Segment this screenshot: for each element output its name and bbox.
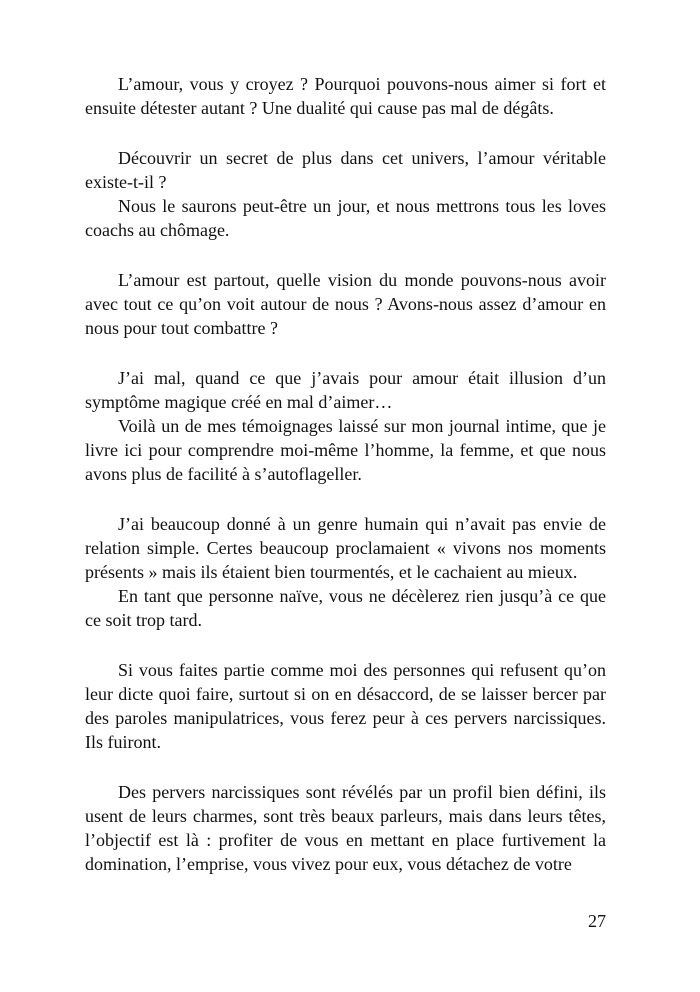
paragraph: Découvrir un secret de plus dans cet univers, l’amour véritable existe-t-il ? bbox=[85, 148, 606, 192]
paragraph: L’amour, vous y croyez ? Pourquoi pouvons-nous aimer si fort et ensuite détester autant ? Une dualité qui cause pas mal de dégâts. bbox=[85, 74, 606, 118]
paragraph: Si vous faites partie comme moi des personnes qui refusent qu’on leur dicte quoi faire, surtout si on en désaccord, de se laisser bercer par des paroles manipulatrices, vous ferez peur à ces pervers narcissiques. Ils fuiront. bbox=[85, 660, 606, 752]
page-number: 27 bbox=[588, 911, 606, 931]
paragraph: L’amour est partout, quelle vision du monde pouvons-nous avoir avec tout ce qu’on voit autour de nous ? Avons-nous assez d’amour en nous pour tout combattre ? bbox=[85, 270, 606, 338]
paragraph: Des pervers narcissiques sont révélés par un profil bien défini, ils usent de leurs charmes, sont très beaux parleurs, mais dans leurs têtes, l’objectif est là : profiter de vous en mettant en place furtivement la domination, l’emprise, vous vivez pour eux, vous détachez de votre bbox=[85, 782, 606, 874]
paragraph: Nous le saurons peut-être un jour, et nous mettrons tous les loves coachs au chômage. bbox=[85, 196, 606, 240]
paragraph: J’ai beaucoup donné à un genre humain qui n’avait pas envie de relation simple. Certes beaucoup proclamaient « vivons nos moments présents » mais ils étaient bien tourmentés, et le cachaient au mieux. bbox=[85, 514, 606, 582]
paragraph: J’ai mal, quand ce que j’avais pour amour était illusion d’un symptôme magique créé en mal d’aimer… bbox=[85, 368, 606, 412]
text-block bbox=[85, 72, 606, 876]
paragraph: Voilà un de mes témoignages laissé sur mon journal intime, que je livre ici pour comprendre moi-même l’homme, la femme, et que nous avons plus de facilité à s’autoflageller. bbox=[85, 416, 606, 484]
paragraph: En tant que personne naïve, vous ne décèlerez rien jusqu’à ce que ce soit trop tard. bbox=[85, 586, 606, 630]
